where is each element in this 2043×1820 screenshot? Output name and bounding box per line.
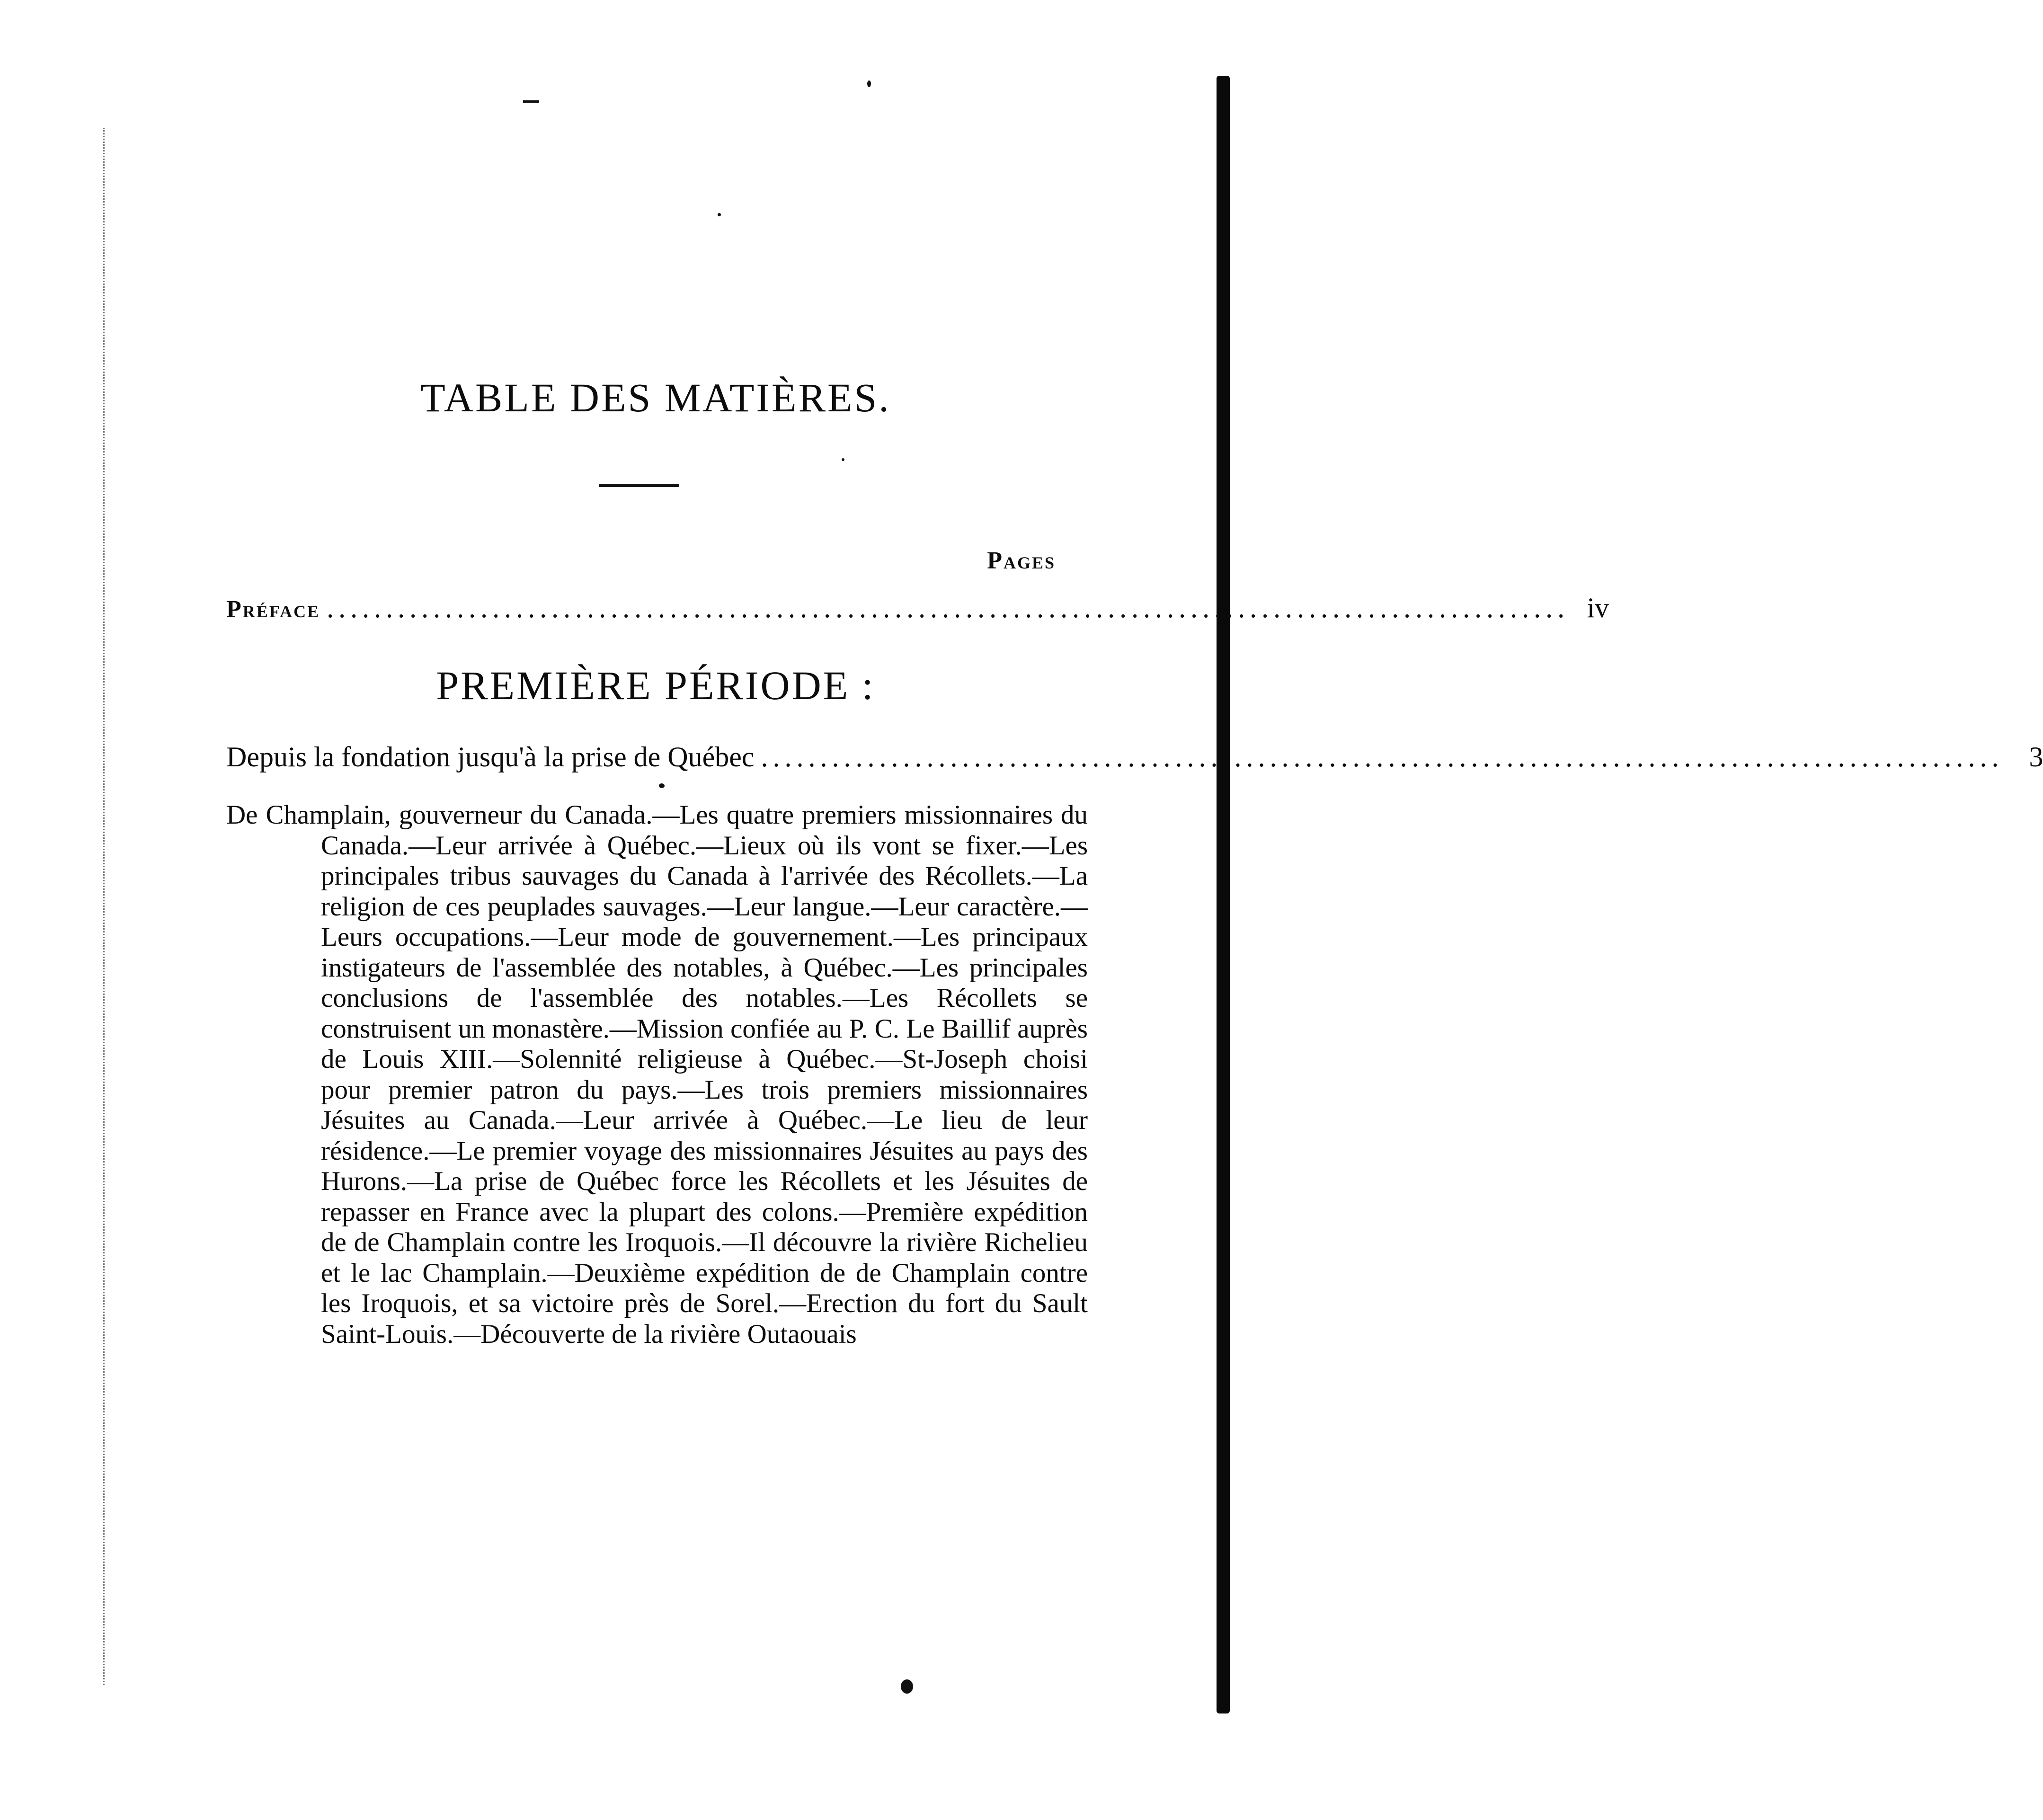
scan-speck xyxy=(842,458,844,461)
dot-leader: ......................................................................................................... xyxy=(761,741,2004,772)
toc-entry-label: Préface xyxy=(226,596,320,623)
scan-speck xyxy=(718,213,721,216)
scan-speck xyxy=(867,80,871,87)
period-subtitle: Depuis la fondation jusqu'à la prise de Québec xyxy=(226,741,755,772)
toc-entry-page: iv xyxy=(1587,592,1609,623)
dot-leader: ......................................................................................................... xyxy=(327,592,1570,623)
title-rule xyxy=(599,484,679,487)
scan-speck xyxy=(901,1679,913,1694)
page-title: TABLE DES MATIÈRES. xyxy=(420,375,891,420)
pages-column-header: Pages xyxy=(987,547,1056,574)
top-dash-mark xyxy=(523,100,539,103)
period-heading: PREMIÈRE PÉRIODE : xyxy=(436,663,875,708)
toc-entry-period xyxy=(226,741,2043,773)
scan-speck xyxy=(659,783,665,788)
period-page: 3 xyxy=(2029,741,2043,772)
binding-edge xyxy=(1217,76,1230,1713)
scan-margin-marks xyxy=(103,128,107,1685)
toc-entry-preface xyxy=(226,592,1609,624)
period-summary: De Champlain, gouverneur du Canada.—Les quatre premiers missionnaires du Canada.—Leur arrivée à Québec.—Lieux où ils vont se fixer.—Les principales tribus sauvages du Canada à l'arrivée des Récollets.—La religion de ces peuplades sauvages.—Leur langue.—Leur caractère.—Leurs occupations.—Leur mode de gouvernement.—Les principaux instigateurs de l'assemblée des notables, à Québec.—Les principales conclusions de l'assemblée des notables.—Les Récollets se construisent un monastère.—Mission confiée au P. C. Le Baillif auprès de Louis XIII.—Solennité religieuse à Québec.—St-Joseph choisi pour premier patron du pays.—Les trois premiers missionnaires Jésuites au Canada.—Leur arrivée à Québec.—Le lieu de leur résidence.—Le premier voyage des missionnaires Jésuites au pays des Hurons.—La prise de Québec force les Récollets et les Jésuites de repasser en France avec la plupart des colons.—Première expédition de de Champlain contre les Iroquois.—Il découvre la rivière Richelieu et le lac Champlain.—Deuxième expédition de de Champlain contre les Iroquois, et sa victoire près de Sorel.—Erection du fort du Sault Saint-Louis.—Découverte de la rivière Outaouais xyxy=(226,800,1088,1349)
